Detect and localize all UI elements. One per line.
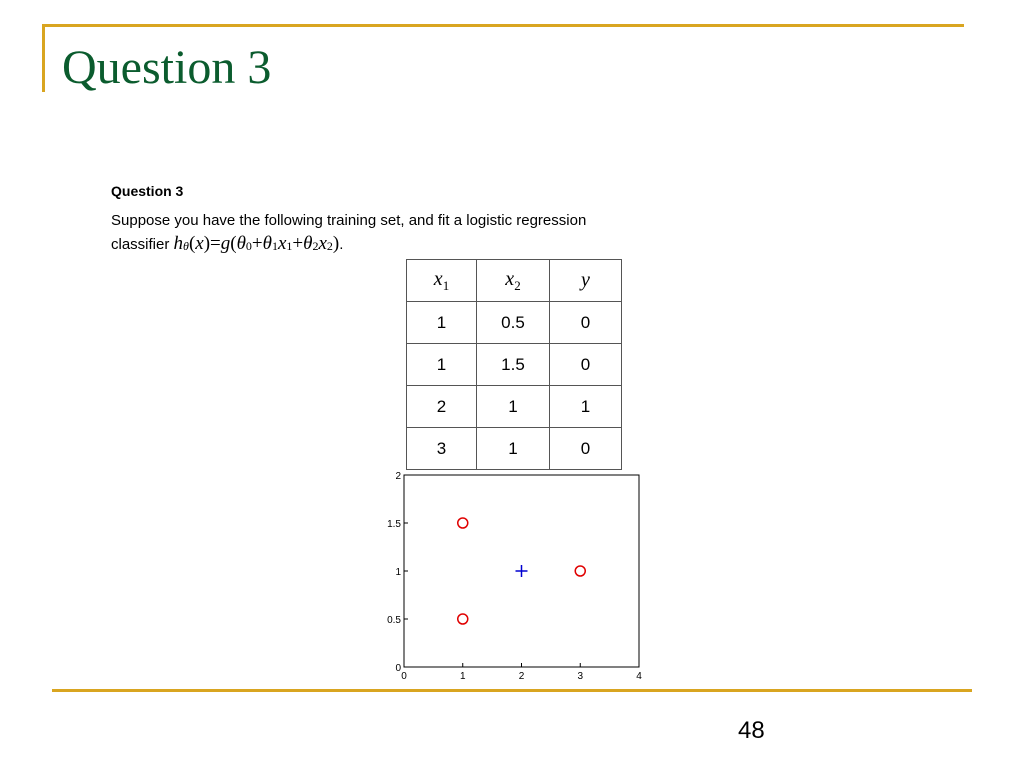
table-row xyxy=(407,386,622,428)
left-rule xyxy=(42,24,45,92)
table-cell: 0.5 xyxy=(477,302,550,344)
y-tick-label: 2 xyxy=(395,471,401,482)
question-line-1: Suppose you have the following training set, and fit a logistic regression xyxy=(111,212,587,229)
table-cell: 0 xyxy=(550,428,622,470)
table-cell: 1 xyxy=(477,428,550,470)
table-cell: 3 xyxy=(407,428,477,470)
slide-title: Question 3 xyxy=(62,41,272,94)
y-tick-label: 0 xyxy=(395,663,401,674)
scatter-chart xyxy=(370,467,650,689)
header-y: y xyxy=(550,260,622,302)
table-row xyxy=(407,428,622,470)
table-cell: 1 xyxy=(407,302,477,344)
table-cell: 1 xyxy=(550,386,622,428)
y-tick-label: 0.5 xyxy=(387,615,401,626)
training-set-table xyxy=(406,259,622,470)
y-tick-label: 1.5 xyxy=(387,519,401,530)
table-row xyxy=(407,344,622,386)
question-line-2: classifier $h_\theta(x)=g(\theta_0+\theta_1x_1+\theta_2x_2)$. xyxy=(111,233,344,255)
x-tick-label: 1 xyxy=(459,671,466,682)
slide-number: 48 xyxy=(738,717,765,744)
x-tick-label: 2 xyxy=(518,671,525,682)
x-tick-label: 4 xyxy=(636,671,642,682)
question-heading: Question 3 xyxy=(111,183,184,199)
table-cell: 0 xyxy=(550,302,622,344)
hypothesis-formula: $h_\theta(x)=g(\theta_0+\theta_1x_1+\theta_2x_2)$ xyxy=(173,233,340,255)
classifier-word: classifier xyxy=(111,236,170,254)
table-cell: 1 xyxy=(407,344,477,386)
table-header-row xyxy=(407,260,622,302)
x-tick-label: 0 xyxy=(401,671,407,682)
header-x2: $x_2$ xyxy=(477,260,550,302)
table-row xyxy=(407,302,622,344)
bottom-rule xyxy=(52,689,972,692)
top-rule xyxy=(42,24,964,27)
table-cell: 2 xyxy=(407,386,477,428)
table-cell: 1.5 xyxy=(477,344,550,386)
table-cell: 0 xyxy=(550,344,622,386)
header-x1: $x_1$ xyxy=(407,260,477,302)
table-cell: 1 xyxy=(477,386,550,428)
question-text xyxy=(111,210,731,258)
x-tick-label: 3 xyxy=(577,671,584,682)
y-tick-label: 1 xyxy=(395,567,401,578)
